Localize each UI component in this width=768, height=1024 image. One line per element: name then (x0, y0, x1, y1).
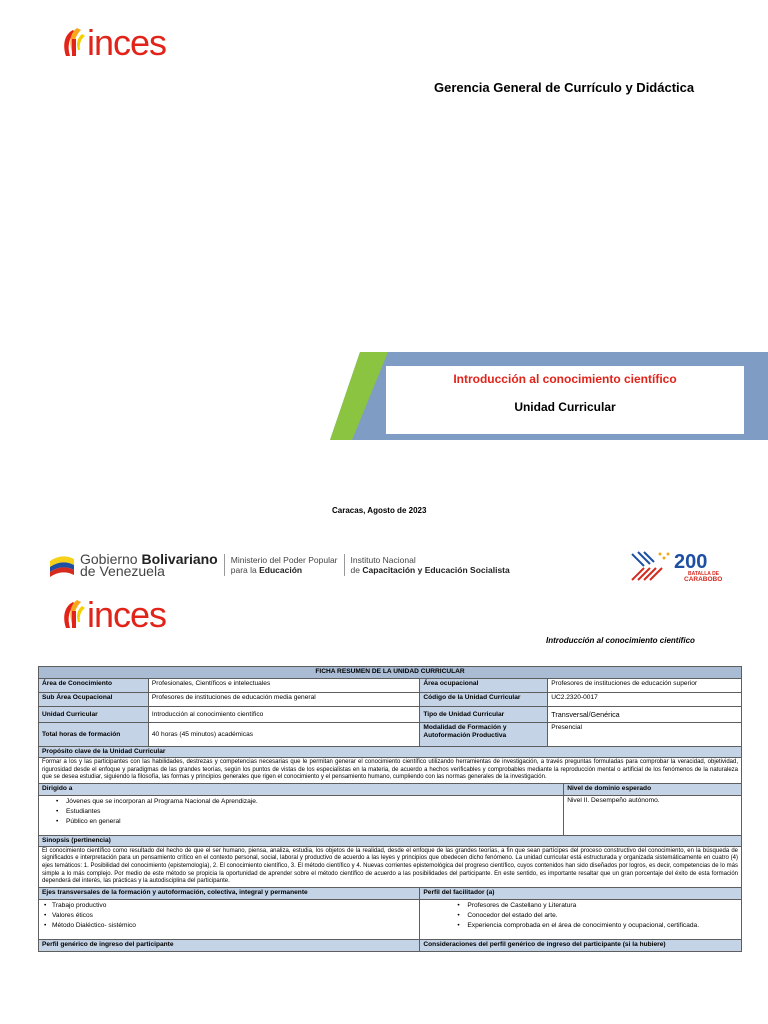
nivel-value: Nivel II. Desempeño autónomo. (564, 795, 742, 835)
tipo-label: Tipo de Unidad Curricular (420, 707, 548, 723)
dirigido-label: Dirigido a (39, 783, 564, 795)
horas-value: 40 horas (45 minutos) académicas (148, 723, 420, 747)
modalidad-value: Presencial (548, 723, 742, 747)
dirigido-list (42, 797, 560, 827)
area-ocupacional-value: Profesores de instituciones de educación superior (548, 679, 742, 693)
ministry-line2: para la Educación (230, 565, 303, 575)
list-item: • Método Dialéctico- sistémico (42, 921, 416, 931)
bicentennial-line1: BATALLA DE (688, 571, 720, 577)
consideraciones-label: Consideraciones del perfil genérico de ingreso del participante (si la hubiere) (420, 939, 742, 951)
table-title: FICHA RESUMEN DE LA UNIDAD CURRICULAR (39, 667, 742, 679)
tipo-value: Transversal/Genérica (548, 707, 742, 723)
perfil-facilitador-cell (420, 899, 742, 939)
institute-line2: de Capacitación y Educación Socialista (350, 565, 510, 575)
proposito-text: Formar a los y las participantes con las habilidades, destrezas y competencias necesarias que le permitan generar el conocimiento científico utilizando herramientas de investigación, a través preguntas formuladas para comprobar la veracidad, objetividad, rigurosidad desde el enfoque y paradigmas de las grandes teorías, según los puntos de vistas de los especialistas en la materia, de acuerdo a hechos verificables y comprobables mediante la reproducción mental o artificial de los fenómenos de la naturaleza que se desea estudiar, siguiendo la filosofía, las formas y principios generales que rigen el conocimiento y el pensamiento humano, cumpliendo con las normas generales de la investigación. (39, 758, 742, 784)
gov-name-line1: Gobierno Bolivariano (80, 551, 218, 567)
ejes-label: Ejes transversales de la formación y autoformación, colectiva, integral y permanente (39, 887, 420, 899)
codigo-value: UC2.2320-0017 (548, 693, 742, 707)
modalidad-label: Modalidad de Formación y Autoformación Productiva (420, 723, 548, 747)
nivel-label: Nivel de dominio esperado (564, 783, 742, 795)
area-conocimiento-value: Profesionales, Científicos e intelectuales (148, 679, 420, 693)
perfil-facilitador-list (423, 901, 738, 931)
date-line: Caracas, Agosto de 2023 (332, 506, 427, 515)
list-item: • Conocedor del estado del arte. (423, 911, 738, 921)
sinopsis-label: Sinopsis (pertinencia) (39, 835, 742, 846)
sub-area-label: Sub Área Ocupacional (39, 693, 149, 707)
course-title: Introducción al conocimiento científico (453, 372, 677, 386)
list-item: • Trabajo productivo (42, 901, 416, 911)
codigo-label: Código de la Unidad Curricular (420, 693, 548, 707)
perfil-facilitador-label: Perfil del facilitador (a) (420, 887, 742, 899)
title-banner (386, 366, 744, 434)
ministry-line1: Ministerio del Poder Popular (230, 555, 338, 565)
sinopsis-text: El conocimiento científico como resultado del hecho de que el ser humano, piensa, analiza, estudia, los objetos de la realidad, desde el enfoque de las grandes teorías, a fin que sean partícipes del proceso constructivo del conocimiento, en la búsqueda de significados e interpretación para un pensamiento crítico en el contexto personal, social, laboral y productivo de acuerdo a las leyes y principios que obedecen dicho fenómeno. La unidad curricular está estructurada y organizada sistemáticamente en cuatro (4) ejes temáticos: 1. Posibilidad del conocimiento (epistemología), 2. El conocimiento científico, 3. El método científico y 4. Nuevas corrientes epistemológica del progreso científico, cuyos contenidos han sido diseñados por logros, es decir, competencias de lo más simple a lo más complejo. Por medio de este método se propicia la oportunidad de aprender sobre el método científico de acuerdo a las posibilidades del participante. En este sentido, es importante resaltar que un gran porcentaje del éxito de esta formación dependerá del interés, las prácticas y la autodisciplina del participante. (39, 846, 742, 887)
venezuela-flag-icon (48, 553, 76, 577)
area-conocimiento-label: Área de Conocimiento (39, 679, 149, 693)
course-subtitle: Unidad Curricular (514, 400, 616, 414)
inces-logo (60, 22, 167, 63)
summary-table (38, 666, 742, 952)
dirigido-cell (39, 795, 564, 835)
department-title: Gerencia General de Currículo y Didáctica (434, 80, 695, 95)
list-item: • Jóvenes que se incorporan al Programa Nacional de Aprendizaje. (42, 797, 560, 807)
divider (224, 554, 225, 576)
ejes-cell (39, 899, 420, 939)
unidad-value: Introducción al conocimiento científico (148, 707, 420, 723)
horas-label: Total horas de formación (39, 723, 149, 747)
area-ocupacional-label: Área ocupacional (420, 679, 548, 693)
bicentennial-logo (630, 548, 730, 582)
document-subject: Introducción al conocimiento científico (546, 636, 695, 645)
list-item: • Estudiantes (42, 807, 560, 817)
sub-area-value: Profesores de instituciones de educación media general (148, 693, 420, 707)
gov-name-line2: de Venezuela (80, 563, 165, 579)
ejes-list (42, 901, 416, 931)
logo-text: inces (87, 22, 167, 63)
government-header (48, 550, 510, 580)
logo-text: inces (87, 594, 167, 635)
inces-flame-icon (60, 26, 86, 60)
institute-line1: Instituto Nacional (350, 555, 416, 565)
list-item: • Público en general (42, 817, 560, 827)
list-item: • Experiencia comprobada en el área de conocimiento y ocupacional, certificada. (423, 921, 738, 931)
list-item: • Profesores de Castellano y Literatura (423, 901, 738, 911)
bicentennial-number: 200 (674, 551, 708, 573)
unidad-label: Unidad Curricular (39, 707, 149, 723)
summary-page (0, 536, 768, 1024)
proposito-label: Propósito clave de la Unidad Curricular (39, 747, 742, 758)
inces-logo (60, 594, 167, 635)
divider (344, 554, 345, 576)
perfil-ingreso-label: Perfil genérico de ingreso del participante (39, 939, 420, 951)
list-item: • Valores éticos (42, 911, 416, 921)
bicentennial-line2: CARABOBO (684, 576, 723, 582)
inces-flame-icon (60, 598, 86, 632)
